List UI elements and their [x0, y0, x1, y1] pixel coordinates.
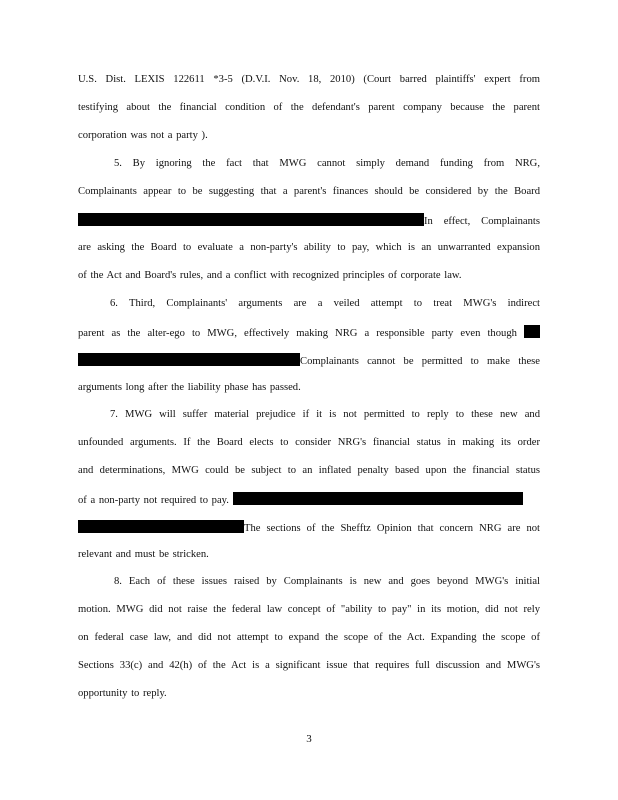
body-line-with-redaction — [78, 492, 540, 506]
paragraph-5-first-line: 5. By ignoring the fact that MWG cannot simply demand funding from NRG, — [114, 158, 540, 169]
body-line-with-redaction — [78, 325, 540, 339]
redaction-block — [78, 353, 300, 366]
body-line: testifying about the financial condition of the defendant's parent company because the parent — [78, 102, 540, 113]
body-line-with-redaction — [78, 520, 540, 534]
body-line: motion. MWG did not raise the federal law concept of "ability to pay" in its motion, did not rely — [78, 604, 540, 615]
body-line-with-redaction — [78, 353, 540, 367]
body-line: Sections 33(c) and 42(h) of the Act is a significant issue that requires full discussion and MWG's — [78, 660, 540, 671]
line-text: Complainants cannot be permitted to make these — [300, 356, 540, 367]
body-line: Complainants appear to be suggesting that a parent's finances should be considered by the Board — [78, 186, 540, 197]
redaction-block — [524, 325, 540, 338]
body-line: are asking the Board to evaluate a non-party's ability to pay, which is an unwarranted expansion — [78, 242, 540, 253]
line-text: The sections of the Shefftz Opinion that concern NRG are not — [244, 523, 540, 534]
redaction-block — [233, 492, 523, 505]
body-line: of the Act and Board's rules, and a conflict with recognized principles of corporate law. — [78, 270, 462, 281]
paragraph-8-first-line: 8. Each of these issues raised by Complainants is new and goes beyond MWG's initial — [114, 576, 540, 587]
body-line: unfounded arguments. If the Board elects to consider NRG's financial status in making its order — [78, 437, 540, 448]
body-line: and determinations, MWG could be subject to an inflated penalty based upon the financial status — [78, 465, 540, 476]
body-line: relevant and must be stricken. — [78, 549, 209, 560]
paragraph-6-first-line: 6. Third, Complainants' arguments are a veiled attempt to treat MWG's indirect — [110, 298, 540, 309]
body-line: corporation was not a party ). — [78, 130, 208, 141]
body-line: U.S. Dist. LEXIS 122611 *3-5 (D.V.I. Nov. 18, 2010) (Court barred plaintiffs' expert from — [78, 74, 540, 85]
body-line: arguments long after the liability phase has passed. — [78, 382, 301, 393]
body-line-with-redaction — [78, 213, 540, 227]
line-text: of a non-party not required to pay. — [78, 495, 229, 506]
line-text: parent as the alter-ego to MWG, effectively making NRG a responsible party even though — [78, 328, 517, 339]
redaction-block — [78, 520, 244, 533]
body-line: on federal case law, and did not attempt to expand the scope of the Act. Expanding the scope of — [78, 632, 540, 643]
paragraph-7-first-line: 7. MWG will suffer material prejudice if it is not permitted to reply to these new and — [110, 409, 540, 420]
line-text: In effect, Complainants — [424, 216, 540, 227]
page-number: 3 — [306, 733, 312, 745]
redaction-block — [78, 213, 424, 226]
body-line: opportunity to reply. — [78, 688, 167, 699]
